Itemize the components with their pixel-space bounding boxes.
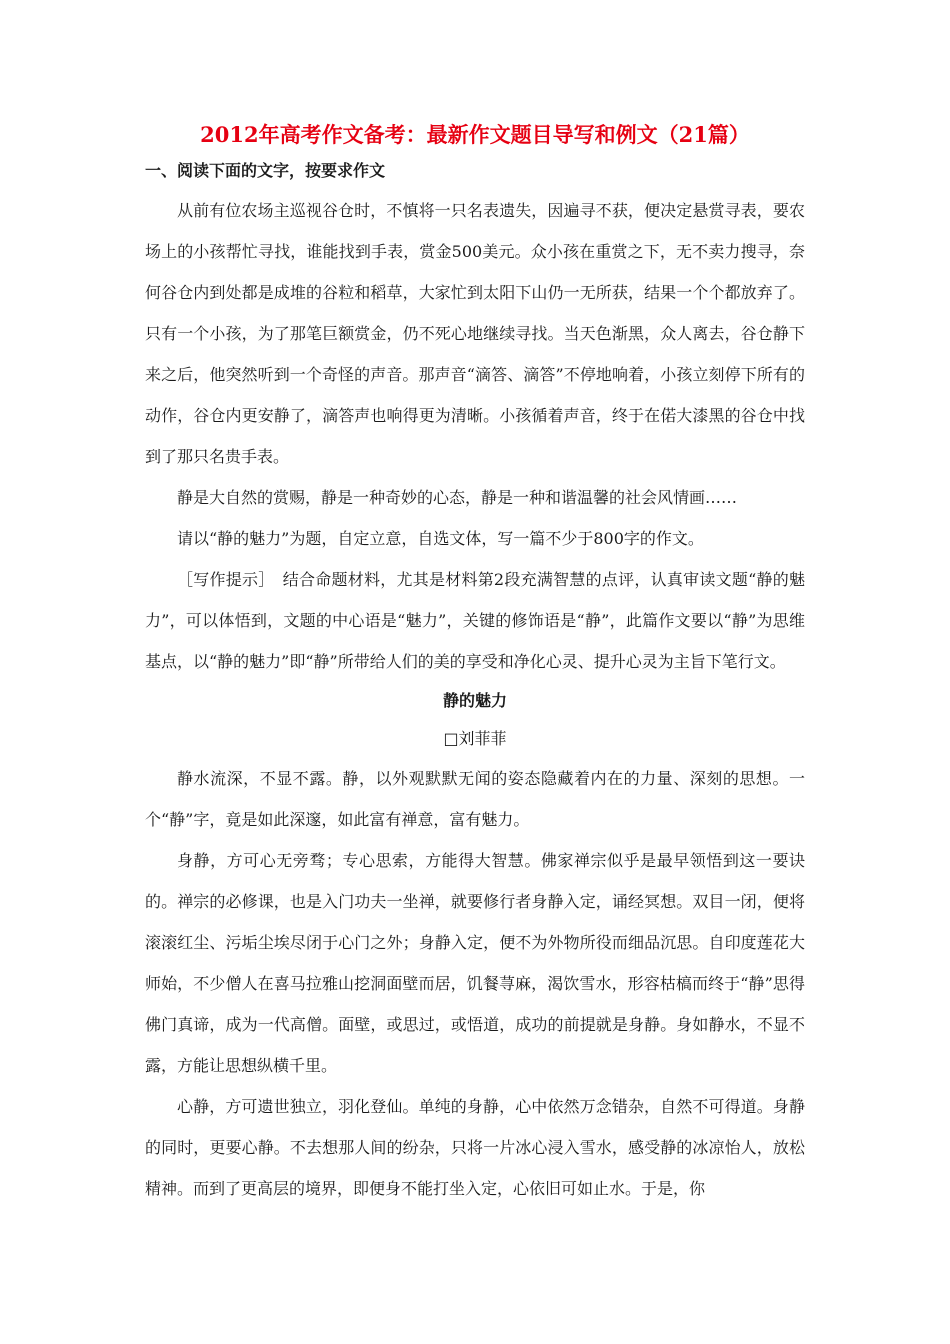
writing-tip: ［写作提示］ 结合命题材料，尤其是材料第2段充满智慧的点评，认真审读文题“静的魅力”，可以体悟到，文题的中心语是“魅力”，关键的修饰语是“静”，此篇作文要以“静”为思维基点，以“静的魅力”即“静”所带给人们的美的享受和净化心灵、提升心灵为主旨下笔行文。: [145, 570, 805, 671]
section-heading: 一、阅读下面的文字，按要求作文: [145, 161, 386, 180]
material-paragraph-story: 从前有位农场主巡视谷仓时，不慎将一只名表遗失，因遍寻不获，便决定悬赏寻表，要农场上的小孩帮忙寻找，谁能找到手表，赏金500美元。众小孩在重赏之下，无不卖力搜寻，奈何谷仓内到处都是成堆的谷粒和稻草，大家忙到太阳下山仍一无所获，结果一个个都放弃了。只有一个小孩，为了那笔巨额赏金，仍不死心地继续寻找。当天色渐黑，众人离去，谷仓静下来之后，他突然听到一个奇怪的声音。那声音“滴答、滴答”不停地响着，小孩立刻停下所有的动作，谷仓内更安静了，滴答声也响得更为清晰。小孩循着声音，终于在偌大漆黑的谷仓中找到了那只名贵手表。: [145, 201, 805, 466]
essay-title: 静的魅力: [442, 691, 507, 710]
document-title: 2012年高考作文备考：最新作文题目导写和例文（21篇）: [200, 122, 750, 147]
essay-paragraph: 身静，方可心无旁骛；专心思索，方能得大智慧。佛家禅宗似乎是最早领悟到这一要诀的。禅宗的必修课，也是入门功夫一坐禅，就要修行者身静入定，诵经冥想。双目一闭，便将滚滚红尘、污垢尘埃尽闭于心门之外；身静入定，便不为外物所役而细品沉思。自印度莲花大师始，不少僧人在喜马拉雅山挖洞面壁而居，饥餐荨麻，渴饮雪水，形容枯槁而终于“静”思得佛门真谛，成为一代高僧。面壁，或思过，或悟道，成功的前提就是身静。身如静水，不显不露，方能让思想纵横千里。: [145, 851, 805, 1075]
document-page: [145, 118, 805, 1209]
essay-paragraph: 静水流深，不显不露。静，以外观默默无闻的姿态隐藏着内在的力量、深刻的思想。一个“静”字，竟是如此深邃，如此富有禅意，富有魅力。: [145, 769, 805, 829]
essay-paragraph: 心静，方可遗世独立，羽化登仙。单纯的身静，心中依然万念错杂，自然不可得道。身静的同时，更要心静。不去想那人间的纷杂，只将一片冰心浸入雪水，感受静的冰凉怡人，放松精神。而到了更高层的境界，即便身不能打坐入定，心依旧可如止水。于是，你: [145, 1097, 805, 1198]
material-paragraph-comment: 静是大自然的赏赐，静是一种奇妙的心态，静是一种和谐温馨的社会风情画……: [177, 488, 738, 507]
essay-author: □刘菲菲: [443, 729, 507, 748]
essay-prompt: 请以“静的魅力”为题，自定立意，自选文体，写一篇不少于800字的作文。: [177, 529, 704, 548]
